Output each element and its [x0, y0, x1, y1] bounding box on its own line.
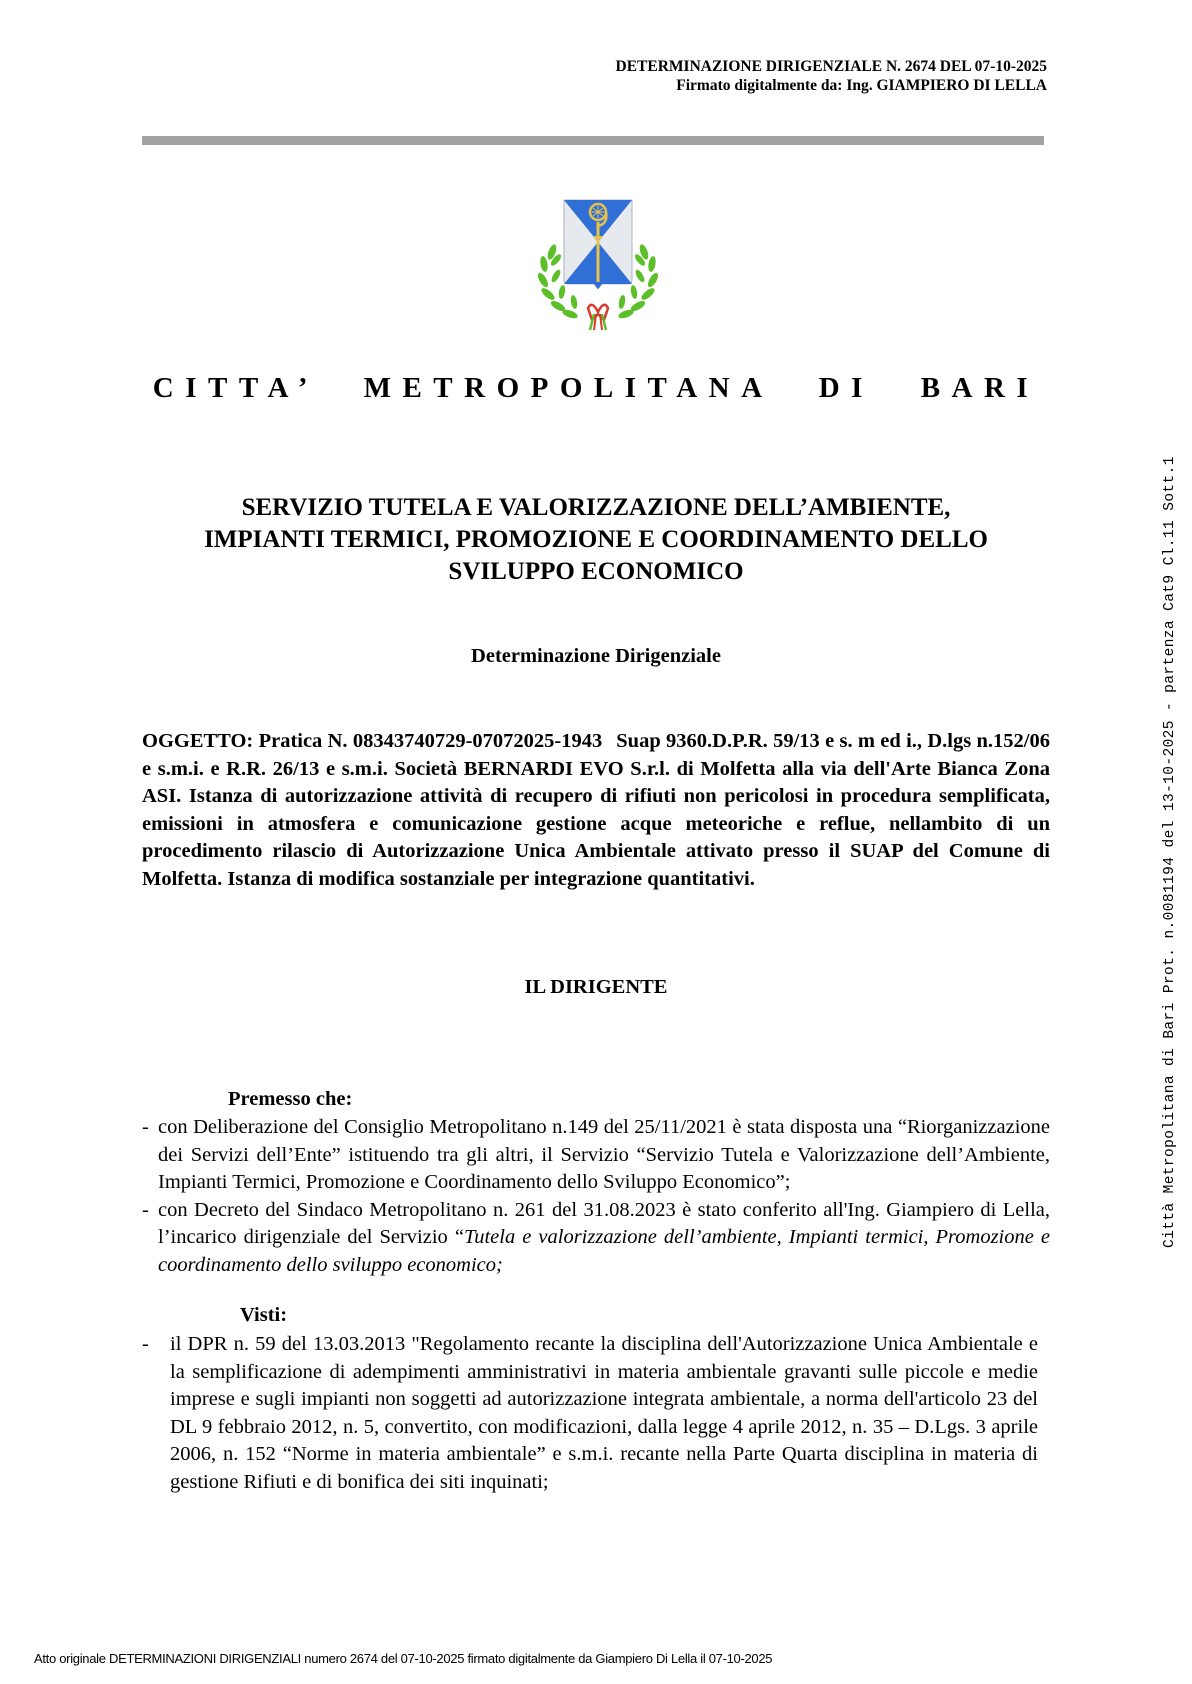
list-item-italic-text: Tutela e valorizzazione dell’ambiente, Impianti termici, Promozione e coordinamento dello sviluppo economico;: [158, 1226, 1050, 1276]
premesso-heading: Premesso che:: [228, 1088, 353, 1110]
service-title-line: SVILUPPO ECONOMICO: [448, 558, 744, 585]
bullet-dash: -: [142, 1198, 149, 1221]
list-item: [142, 1331, 1038, 1496]
document-type: Determinazione Dirigenziale: [471, 645, 721, 667]
service-title-line: IMPIANTI TERMICI, PROMOZIONE E COORDINAMENTO DELLO: [204, 526, 988, 553]
list-item-text: con Decreto del Sindaco Metropolitano n. 261 del 31.08.2023 è stato conferito all'Ing. Giampiero di Lella, l’incarico dirigenziale del Servizio “: [158, 1198, 1050, 1248]
visti-list: [142, 1331, 1038, 1496]
bullet-dash: -: [142, 1116, 149, 1138]
protocol-stamp: Città Metropolitana di Bari Prot. n.0081194 del 13-10-2025 - partenza Cat9 Cl.11 Sott.1: [1162, 456, 1178, 1248]
bullet-dash: -: [142, 1333, 149, 1355]
subject-reference: OGGETTO: Pratica N. 08343740729-07072025-1943: [142, 730, 603, 752]
service-title-line: SERVIZIO TUTELA E VALORIZZAZIONE DELL’AMBIENTE,: [241, 494, 951, 521]
institution-name: CITTA’ METROPOLITANA DI BARI: [152, 372, 1040, 404]
service-title: [140, 492, 1052, 588]
digital-signature-line: Firmato digitalmente da: Ing. GIAMPIERO DI LELLA: [676, 77, 1047, 94]
document-header: [616, 57, 1047, 95]
premesso-list: [142, 1114, 1050, 1279]
list-item-text: con Deliberazione del Consiglio Metropolitano n.149 del 25/11/2021 è stata disposta una “Riorganizzazione dei Servizi dell’Ente” istituendo tra gli altri, il Servizio “Servizio Tutela e Valorizzazione dell’Ambiente, Impianti Termici, Promozione e Coordinamento dello Sviluppo Economico”;: [158, 1116, 1050, 1193]
dirigente-heading: IL DIRIGENTE: [524, 976, 668, 998]
header-divider: [142, 136, 1044, 145]
subject-paragraph: [142, 728, 1050, 893]
list-item: [142, 1197, 1050, 1280]
visti-heading: Visti:: [240, 1304, 288, 1326]
footer-original-act: Atto originale DETERMINAZIONI DIRIGENZIALI numero 2674 del 07-10-2025 firmato digitalmente da Giampiero Di Lella il 07-10-2025: [34, 1651, 773, 1666]
determination-number: DETERMINAZIONE DIRIGENZIALE N. 2674 DEL 07-10-2025: [615, 58, 1047, 75]
list-item-text: il DPR n. 59 del 13.03.2013 "Regolamento recante la disciplina dell'Autorizzazione Unica Ambientale e la semplificazione di adempimenti amministrativi in materia ambientale gravanti sulle piccole e medie imprese e sugli impianti non soggetti ad autorizzazione integrata ambientale, a norma dell'articolo 23 del DL 9 febbraio 2012, n. 5, convertito, con modificazioni, dalla legge 4 aprile 2012, n. 35 – D.Lgs. 3 aprile 2006, n. 152 “Norme in materia ambientale” e s.m.i. recante nella Parte Quarta disciplina in materia di gestione Rifiuti e di bonifica dei siti inquinati;: [170, 1333, 1038, 1493]
list-item: [142, 1114, 1050, 1197]
subject-body: Suap 9360.D.P.R. 59/13 e s. m ed i., D.lgs n.152/06 e s.m.i. e R.R. 26/13 e s.m.i. Società BERNARDI EVO S.r.l. di Molfetta alla via dell'Arte Bianca Zona ASI. Istanza di autorizzazione attività di recupero di rifiuti non pericolosi in procedura semplificata, emissioni in atmosfera e comunicazione gestione acque meteoriche e reflue, nellambito di un procedimento rilascio di Autorizzazione Unica Ambientale attivato presso il SUAP del Comune di Molfetta. Istanza di modifica sostanziale per integrazione quantitativi.: [142, 730, 1050, 890]
coat-of-arms-icon: [530, 196, 666, 346]
